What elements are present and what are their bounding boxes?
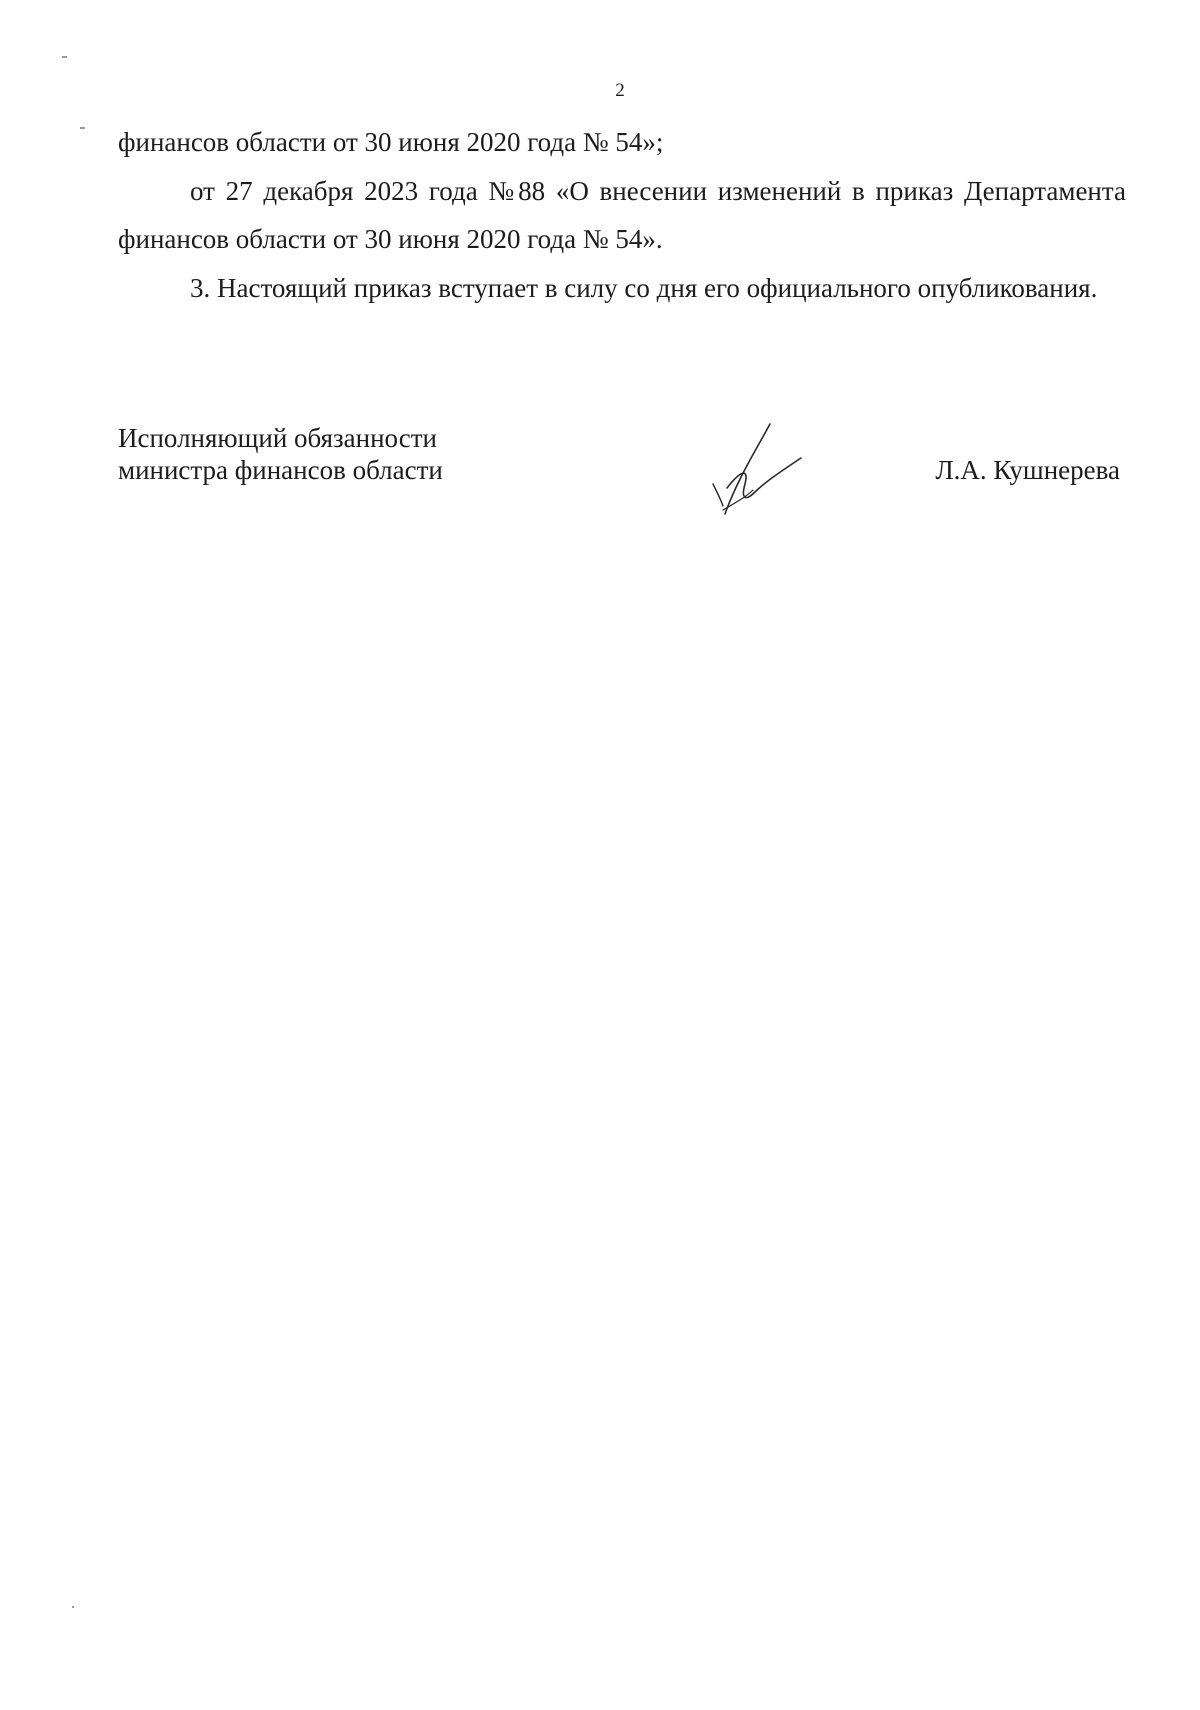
signatory-position-line2: министра финансов области [118,455,443,485]
paragraph-continuation: финансов области от 30 июня 2020 года № 54»; [118,127,664,157]
paragraph-order-88: от 27 декабря 2023 года №88 «О внесении изменений в приказ Департамента финансов области от 30 июня 2020 года № 54». [118,175,1126,254]
signatory-position-line1: Исполняющий обязанности [118,423,437,453]
signatory-name: Л.А. Кушнерева [935,455,1120,485]
scan-speck [62,56,67,58]
handwritten-signature-icon [705,418,805,518]
scan-speck [80,127,85,129]
paragraph-effective-date: 3. Настоящий приказ вступает в силу со дня его официального опубликования. [190,272,1098,303]
page-number: 2 [615,80,625,101]
document-body [118,118,1126,312]
signatory-position [118,422,443,486]
scan-speck [72,1606,74,1608]
